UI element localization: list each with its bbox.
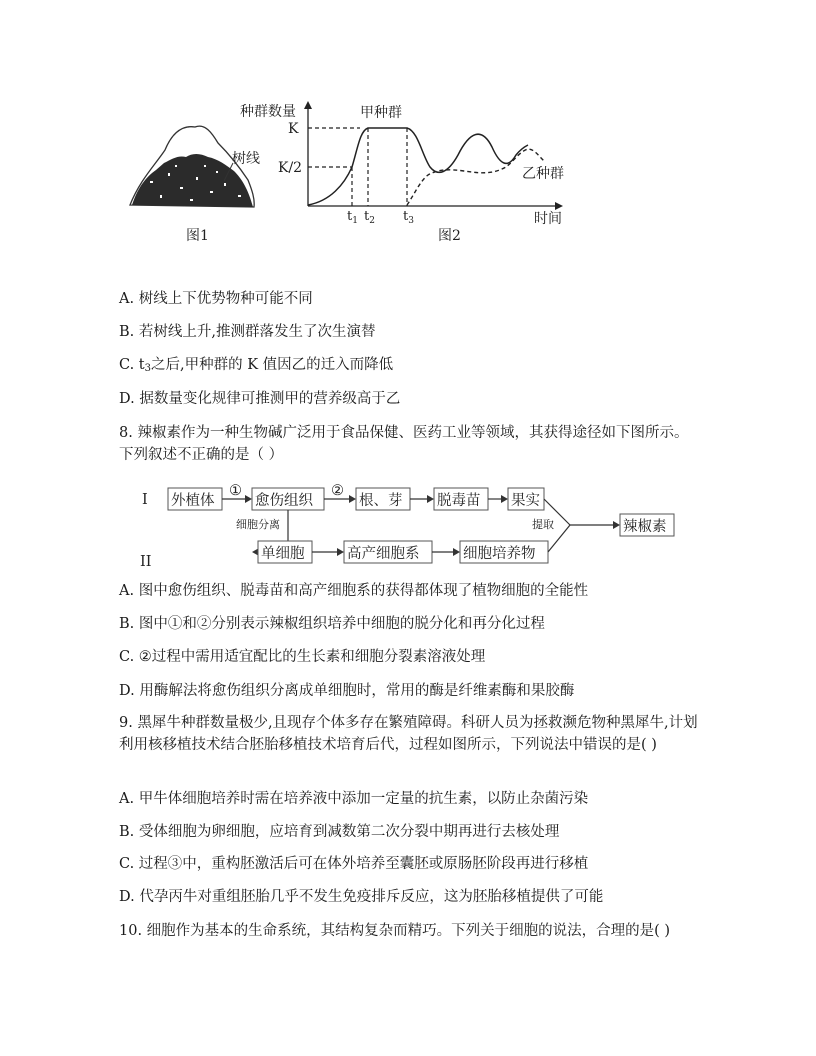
q8-flow-diagram <box>138 482 678 574</box>
tick-K: K <box>288 121 299 137</box>
q7-option-c: C. $t_3$之后,甲种群的 K 值因乙的迁入而降低 <box>119 357 394 374</box>
step-2-label: ② <box>331 483 344 499</box>
figures-region <box>120 95 590 255</box>
q7-option-b: B. 若树线上升,推测群落发生了次生演替 <box>119 324 376 340</box>
node-fruit: 果实 <box>511 493 540 509</box>
figure2-caption: 图2 <box>438 228 461 244</box>
tree-line-label: 树线 <box>232 151 260 167</box>
node-virus-free-seedling: 脱毒苗 <box>437 493 481 509</box>
figure2-chart <box>304 101 563 210</box>
tick-t3: $t_3$ <box>403 209 414 226</box>
q9-option-c: C. 过程③中，重构胚激活后可在体外培养至囊胚或原肠胚阶段再进行移植 <box>119 856 589 872</box>
q9-option-d: D. 代孕丙牛对重组胚胎几乎不发生免疫排斥反应，这为胚胎移植提供了可能 <box>119 889 604 905</box>
step-1-label: ① <box>229 483 242 499</box>
figure1-caption: 图1 <box>186 228 209 244</box>
series-yi-label: 乙种群 <box>522 166 564 182</box>
tick-K2: K/2 <box>278 160 303 176</box>
series-jia-label: 甲种群 <box>360 105 402 121</box>
x-axis-label: 时间 <box>534 211 562 227</box>
q7-option-a: A. 树线上下优势物种可能不同 <box>119 291 313 307</box>
q8-option-c: C. ②过程中需用适宜配比的生长素和细胞分裂素溶液处理 <box>119 649 486 665</box>
node-explant: 外植体 <box>171 493 215 509</box>
q9-option-b: B. 受体细胞为卵细胞，应培育到减数第二次分裂中期再进行去核处理 <box>119 824 560 840</box>
route-2-label: II <box>140 554 152 570</box>
node-capsaicin: 辣椒素 <box>623 519 667 535</box>
series-jia-line <box>308 128 528 205</box>
q9-option-a: A. 甲牛体细胞培养时需在培养液中添加一定量的抗生素，以防止杂菌污染 <box>119 791 589 807</box>
y-axis-label: 种群数量 <box>240 104 296 120</box>
node-single-cell: 单细胞 <box>261 546 305 562</box>
q8-option-b: B. 图中①和②分别表示辣椒组织培养中细胞的脱分化和再分化过程 <box>119 616 545 632</box>
route-1-label: I <box>142 492 148 508</box>
node-root-bud: 根、芽 <box>359 493 403 509</box>
node-cell-culture: 细胞培养物 <box>463 546 536 562</box>
cell-separation-label: 细胞分离 <box>236 518 280 531</box>
tick-t1: $t_1$ <box>347 209 358 226</box>
node-high-yield-line: 高产细胞系 <box>347 546 420 562</box>
q9-stem: 9. 黑犀牛种群数量极少,且现存个体多存在繁殖障碍。科研人员为拯救濒危物种黑犀牛,计划利用核移植技术结合胚胎移植技术培育后代，过程如图所示，下列说法中错误的是( ) <box>119 715 698 753</box>
q7-option-d: D. 据数量变化规律可推测甲的营养级高于乙 <box>119 391 401 407</box>
extract-label: 提取 <box>532 518 554 531</box>
q10-stem: 10. 细胞作为基本的生命系统，其结构复杂而精巧。下列关于细胞的说法，合理的是( ) <box>119 923 671 939</box>
q8-option-d: D. 用酶解法将愈伤组织分离成单细胞时，常用的酶是纤维素酶和果胶酶 <box>119 683 575 699</box>
q8-stem: 8. 辣椒素作为一种生物碱广泛用于食品保健、医药工业等领域，其获得途径如下图所示。下列叙述不正确的是（ ） <box>119 425 689 463</box>
tick-t2: $t_2$ <box>364 209 375 226</box>
q8-option-a: A. 图中愈伤组织、脱毒苗和高产细胞系的获得都体现了植物细胞的全能性 <box>119 583 589 599</box>
node-callus: 愈伤组织 <box>255 493 313 509</box>
